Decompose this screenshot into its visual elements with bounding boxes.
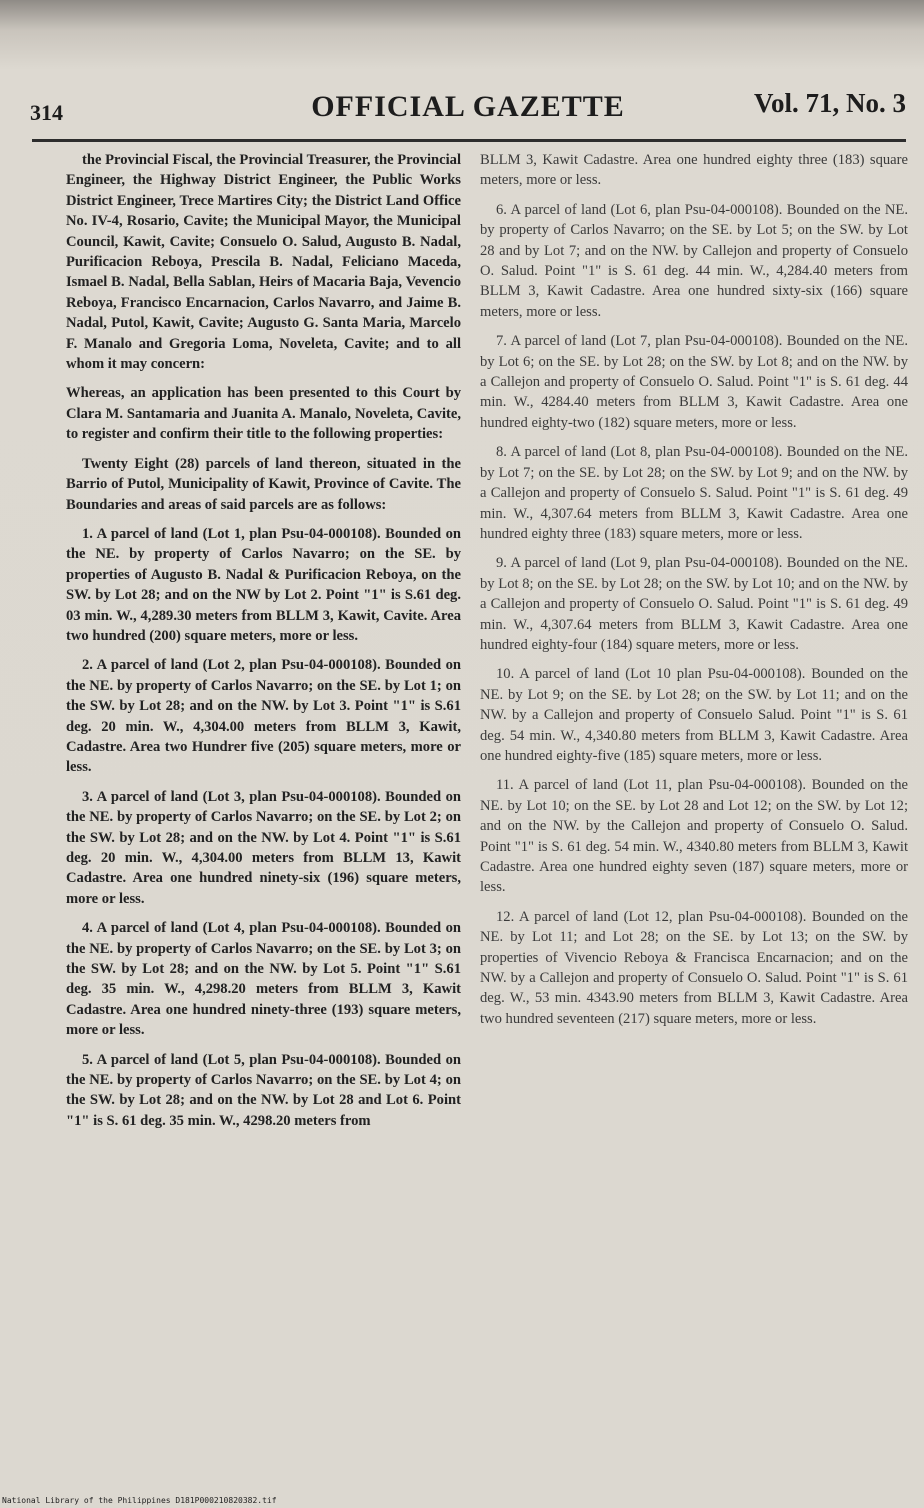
parcel-paragraph: 1. A parcel of land (Lot 1, plan Psu-04-000108). Bounded on the NE. by property of Carlos Navarro; on the SE. by properties of Augusto B. Nadal & Purificacion Reboya, on the SW. by Lot 28; and on the NW by Lot 2. Point "1" is S.61 deg. 03 min. W., 4,289.30 meters from BLLM 3, Kawit, Cavite. Area two hundred (200) square meters, more or less.	[66, 525, 461, 644]
intro-paragraph: Twenty Eight (28) parcels of land thereon, situated in the Barrio of Putol, Municipality of Kawit, Province of Cavite. The Boundaries and areas of said parcels are as follows:	[66, 455, 461, 513]
parcel-paragraph: 5. A parcel of land (Lot 5, plan Psu-04-000108). Bounded on the NE. by property of Carlos Navarro; on the SE. by Lot 4; on the SW. by Lot 28; and on the NW. by Lot 28 and Lot 6. Point "1" is S. 61 deg. 35 min. W., 4298.20 meters from	[66, 1051, 461, 1129]
header-rule	[32, 139, 906, 142]
salutation-paragraph: the Provincial Fiscal, the Provincial Treasurer, the Provincial Engineer, the Highway District Engineer, the Public Works District Engineer, Trece Martires City; the District Land Office No. IV-4, Rosario, Cavite; the Municipal Mayor, the Municipal Council, Kawit, Cavite; Consuelo O. Salud, Augusto B. Nadal, Purificacion Reboya, Prescila B. Nadal, Feliciano Maceda, Ismael B. Nadal, Bella Sablan, Heirs of Macaria Baja, Vevencio Reboya, Francisco Encarnacion, Carlos Navarro, and Jaime B. Nadal, Putol, Kawit, Cavite; Augusto G. Santa Maria, Marcelo F. Manalo and Gregoria Loma, Noveleta, Cavite; and to all whom it may concern:	[66, 152, 462, 373]
parcel-paragraph: 3. A parcel of land (Lot 3, plan Psu-04-000108). Bounded on the NE. by property of Carlos Navarro; on the SE. by Lot 2; on the SW. by Lot 28; and on the NW. by Lot 4. Point "1" is S.61 deg. 20 min. W., 4,304.00 meters from BLLM 13, Kawit Cadastre. Area one hundred ninety-six (196) square meters, more or less.	[66, 788, 461, 907]
parcel-paragraph: 6. A parcel of land (Lot 6, plan Psu-04-000108). Bounded on the NE. by property of Carlos Navarro; on the SE. by Lot 5; on the SW. by Lot 28 and by Lot 7; and on the NW. by Callejon and property of Consuelo O. Salud. Point "1" is S. 61 deg. 44 min. W., 4,284.40 meters from BLLM 3, Kawit Cadastre. Area one hundred sixty-six (166) square meters, more or less.	[480, 201, 908, 320]
parcel-paragraph: 10. A parcel of land (Lot 10 plan Psu-04-000108). Bounded on the NE. by Lot 9; on the SE. by Lot 28; on the SW. by Lot 11; and on the NW. by a Callejon and property of Consuelo Salud. Point "1" is S. 61 deg. 54 min. W., 4,340.80 meters from BLLM 3, Kawit Cadastre. Area one hundred eighty-five (185) square meters, more or less.	[480, 666, 908, 764]
right-column	[480, 150, 908, 1038]
page-header	[30, 86, 906, 126]
parcel-paragraph: 8. A parcel of land (Lot 8, plan Psu-04-000108). Bounded on the NE. by Lot 7; on the SE. by Lot 28; on the SW. by Lot 9; and on the NW. by a Callejon and property of Consuelo S. Salud. Point "1" is S. 61 deg. 49 min. W., 4,307.64 meters from BLLM 3, Kawit Cadastre. Area one hundred eighty three (183) square meters, more or less.	[480, 444, 908, 542]
page-number: 314	[30, 100, 63, 125]
volume-label: Vol. 71, No. 3	[753, 88, 906, 118]
parcel-paragraph: 7. A parcel of land (Lot 7, plan Psu-04-000108). Bounded on the NE. by Lot 6; on the SE. by Lot 28; on the SW. by Lot 8; and on the NW. by a Callejon and property of Consuelo O. Salud. Point "1" is S. 61 deg. 44 min. W., 4284.40 meters from BLLM 3, Kawit Cadastre. Area one hundred eighty-two (182) square meters, more or less.	[480, 333, 908, 431]
publication-title: OFFICIAL GAZETTE	[311, 90, 625, 123]
left-column	[66, 150, 461, 1140]
parcel-paragraph: 4. A parcel of land (Lot 4, plan Psu-04-000108). Bounded on the NE. by property of Carlos Navarro; on the SE. by Lot 3; on the SW. by Lot 28; and on the NW. by Lot 5. Point "1" S.61 deg. 35 min. W., 4,298.20 meters from BLLM 3, Kawit Cadastre. Area one hundred ninety-three (193) square meters, more or less.	[66, 920, 461, 1039]
whereas-paragraph: Whereas, an application has been presented to this Court by Clara M. Santamaria and Juanita A. Manalo, Noveleta, Cavite, to register and confirm their title to the following properties:	[66, 385, 461, 443]
parcel-paragraph: 9. A parcel of land (Lot 9, plan Psu-04-000108). Bounded on the NE. by Lot 8; on the SE. by Lot 28; on the SW. by Lot 10; and on the NW. by a Callejon and property of Consuelo O. Salud. Point "1" is S. 61 deg. 49 min. W., 4,307.64 meters from BLLM 3, Kawit Cadastre. Area one hundred eighty-four (184) square meters, more or less.	[480, 555, 908, 653]
parcel-paragraph: 11. A parcel of land (Lot 11, plan Psu-04-000108). Bounded on the NE. by Lot 10; on the SE. by Lot 28 and Lot 12; on the SW. by Lot 12; and on the NW. by the Callejon and property of Consuelo O. Salud. Point "1" is S. 61 deg. 54 min. W., 4340.80 meters from BLLM 3, Kawit Cadastre. Area one hundred eighty seven (187) square meters, more or less.	[480, 777, 908, 896]
parcel-paragraph: 12. A parcel of land (Lot 12, plan Psu-04-000108). Bounded on the NE. by Lot 11; and Lot 28; on the SE. by Lot 13; on the SW. by properties of Vivencio Reboya & Francisca Encarnacion; and on the NW. by a Callejon and property of Consuelo O. Salud. Point "1" is S. 61 deg. W., 53 min. 4343.90 meters from BLLM 3, Kawit Cadastre. Area two hundred seventeen (217) square meters, more or less.	[480, 908, 908, 1027]
parcel-paragraph: 2. A parcel of land (Lot 2, plan Psu-04-000108). Bounded on the NE. by property of Carlos Navarro; on the SE. by Lot 1; on the SW. by Lot 28; and on the NW. by Lot 3. Point "1" is S.61 deg. 20 min. W., 4,304.00 meters from BLLM 3, Kawit, Cadastre. Area two Hundrer five (205) square meters, more or less.	[66, 657, 461, 776]
scan-footer: National Library of the Philippines D181P000210820382.tif	[2, 1496, 277, 1505]
continuation-paragraph: BLLM 3, Kawit Cadastre. Area one hundred eighty three (183) square meters, more or less.	[480, 152, 908, 189]
